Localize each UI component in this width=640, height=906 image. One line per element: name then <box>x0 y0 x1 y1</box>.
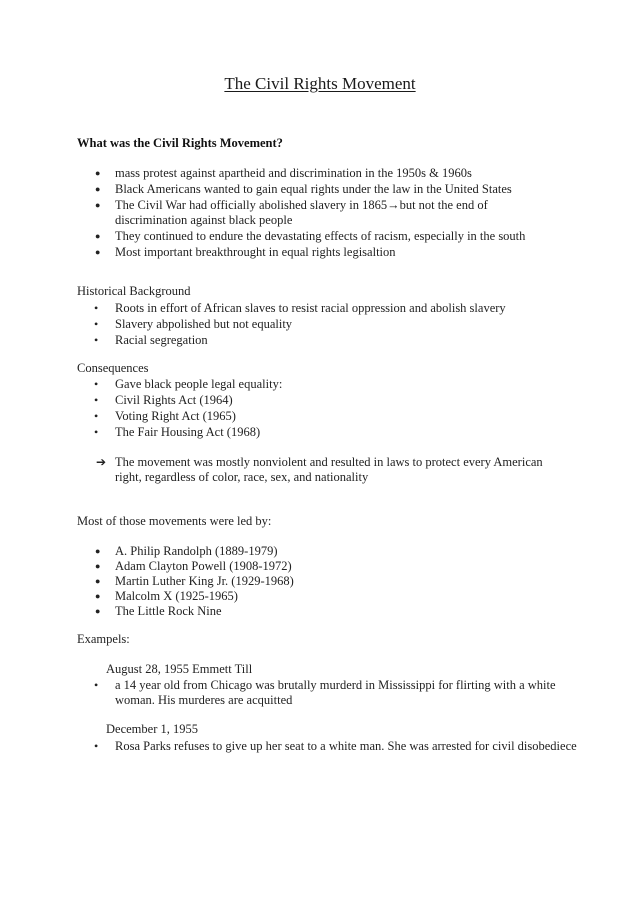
bullet-icon: • <box>94 301 99 315</box>
historical-heading: Historical Background <box>77 284 191 298</box>
list-item: • Voting Right Act (1965) <box>94 409 236 423</box>
bullet-icon: • <box>94 678 99 692</box>
bullet-icon: • <box>94 377 99 391</box>
bullet-icon: ● <box>95 231 101 241</box>
bullet-icon: • <box>94 393 99 407</box>
arrow-right-icon: ➔ <box>96 455 107 469</box>
arrow-note: ➔ The movement was mostly nonviolent and resulted in laws to protect every American right, regardless of color, race, sex, and nationality <box>96 455 543 484</box>
list-item: ● The Little Rock Nine <box>95 604 222 618</box>
list-item: ● A. Philip Randolph (1889-1979) <box>95 544 278 558</box>
list-item: • Rosa Parks refuses to give up her seat to a white man. She was arrested for civil disobediece <box>94 739 577 753</box>
consequences-list <box>77 377 555 440</box>
list-item: ● Most important breakthrought in equal rights legisaltion <box>95 245 396 259</box>
historical-list <box>77 301 555 348</box>
bullet-icon: • <box>94 333 99 347</box>
example-date: August 28, 1955 Emmett Till <box>106 662 253 676</box>
list-item: ● Adam Clayton Powell (1908-1972) <box>95 559 292 573</box>
list-item: ● Martin Luther King Jr. (1929-1968) <box>95 574 294 588</box>
bullet-icon: ● <box>95 591 101 601</box>
document-title: The Civil Rights Movement <box>224 74 416 93</box>
list-item: ● They continued to endure the devastating effects of racism, especially in the south <box>95 229 526 243</box>
bullet-icon: ● <box>95 168 101 178</box>
bullet-icon: ● <box>95 247 101 257</box>
what-list <box>77 166 555 261</box>
bullet-icon: • <box>94 317 99 331</box>
list-item: ● mass protest against apartheid and discrimination in the 1950s & 1960s <box>95 166 472 180</box>
leaders-list <box>77 544 555 619</box>
list-item: • a 14 year old from Chicago was brutally murderd in Mississippi for flirting with a white woman. His murderes are acquitted <box>94 678 556 707</box>
example-list <box>77 739 585 754</box>
list-item: ● Malcolm X (1925-1965) <box>95 589 238 603</box>
list-item: • Civil Rights Act (1964) <box>94 393 233 407</box>
examples-heading: Exampels: <box>77 632 130 646</box>
bullet-icon: • <box>94 409 99 423</box>
what-heading: What was the Civil Rights Movement? <box>77 136 283 150</box>
list-item: • Roots in effort of African slaves to resist racial oppression and abolish slavery <box>94 301 506 315</box>
list-item: • Racial segregation <box>94 333 208 347</box>
bullet-icon: • <box>94 739 99 753</box>
list-item: ● The Civil War had officially abolished slavery in 1865→but not the end of discrimination against black people <box>95 198 488 227</box>
list-item: ● Black Americans wanted to gain equal rights under the law in the United States <box>95 182 512 196</box>
bullet-icon: ● <box>95 561 101 571</box>
bullet-icon: ● <box>95 184 101 194</box>
list-item: • The Fair Housing Act (1968) <box>94 425 261 439</box>
list-item: • Gave black people legal equality: <box>94 377 283 391</box>
list-item: • Slavery abpolished but not equality <box>94 317 293 331</box>
example-list <box>77 678 585 708</box>
bullet-icon: ● <box>95 200 101 210</box>
bullet-icon: ● <box>95 576 101 586</box>
consequences-heading: Consequences <box>77 361 149 375</box>
bullet-icon: ● <box>95 546 101 556</box>
leaders-heading: Most of those movements were led by: <box>77 514 272 528</box>
example-date: December 1, 1955 <box>106 722 198 736</box>
bullet-icon: ● <box>95 606 101 616</box>
bullet-icon: • <box>94 425 99 439</box>
